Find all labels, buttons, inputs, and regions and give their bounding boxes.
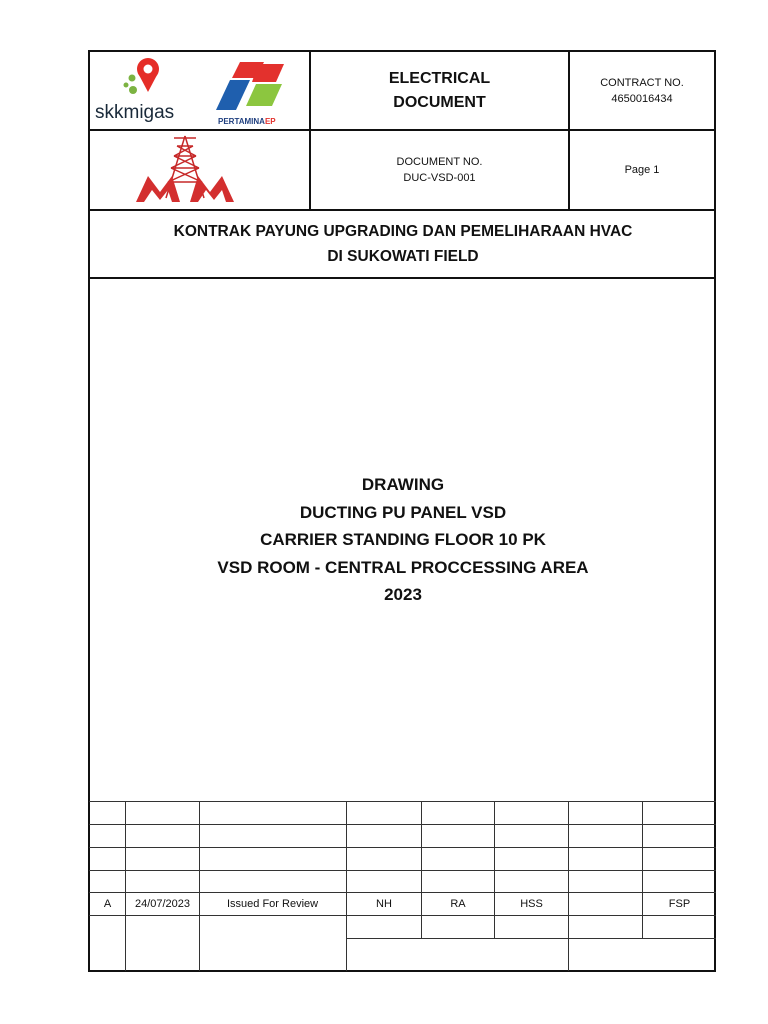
rev-prepared-cell: NH [376, 898, 392, 910]
document-number: DUC-VSD-001 [403, 172, 476, 184]
skkmigas-text: skkmigas [95, 102, 175, 123]
rev-blank-cell [569, 893, 642, 915]
rev-reviewed-cell: HSS [520, 898, 543, 910]
rev-row-line [346, 938, 716, 939]
drawing-line3: CARRIER STANDING FLOOR 10 PK [260, 530, 546, 550]
rev-row-line [89, 801, 716, 802]
rev-col-line [199, 801, 200, 971]
project-title-line2: DI SUKOWATI FIELD [327, 248, 479, 265]
rev-col-line [642, 801, 643, 938]
mm-logo [130, 132, 240, 207]
document-label: DOCUMENT NO. [396, 156, 483, 168]
rev-approved-cell: FSP [668, 898, 691, 910]
document-type-line2: DOCUMENT [393, 93, 486, 111]
rev-row-line [89, 915, 716, 916]
drawing-line5: 2023 [384, 585, 422, 605]
rev-date-cell: 24/07/2023 [134, 898, 191, 910]
drawing-line2: DUCTING PU PANEL VSD [299, 502, 507, 522]
document-number-cell [311, 131, 568, 209]
contract-label: CONTRACT NO. [600, 76, 684, 89]
rev-col-line [346, 801, 347, 971]
rev-description-cell: Issued For Review [227, 898, 319, 910]
rev-col-line [421, 801, 422, 938]
project-divider [88, 277, 716, 279]
rev-cell: A [103, 898, 112, 910]
page-cell [570, 131, 714, 209]
page-number: Page 1 [624, 164, 660, 176]
rev-col-line [125, 801, 126, 971]
rev-checked-cell: RA [450, 898, 466, 910]
drawing-line4: VSD ROOM - CENTRAL PROCCESSING AREA [217, 557, 589, 577]
mm-text: MM [130, 132, 132, 133]
pertamina-text: PERTAMINAEP [218, 117, 276, 126]
contract-number: 4650016434 [611, 92, 673, 105]
rev-col-line [568, 801, 569, 971]
rev-row-line [89, 847, 716, 848]
rev-row-line [89, 870, 716, 871]
pertamina-logo [212, 54, 302, 128]
rev-row-line [89, 824, 716, 825]
project-title-line1: KONTRAK PAYUNG UPGRADING DAN PEMELIHARAAN HVAC [173, 223, 633, 240]
drawing-line1: DRAWING [361, 475, 445, 495]
project-title [90, 211, 716, 277]
rev-col-line [494, 801, 495, 938]
drawing-title [90, 470, 716, 610]
document-type-cell [311, 52, 568, 129]
contract-cell [570, 52, 714, 129]
document-type-line1: ELECTRICAL [388, 69, 491, 87]
